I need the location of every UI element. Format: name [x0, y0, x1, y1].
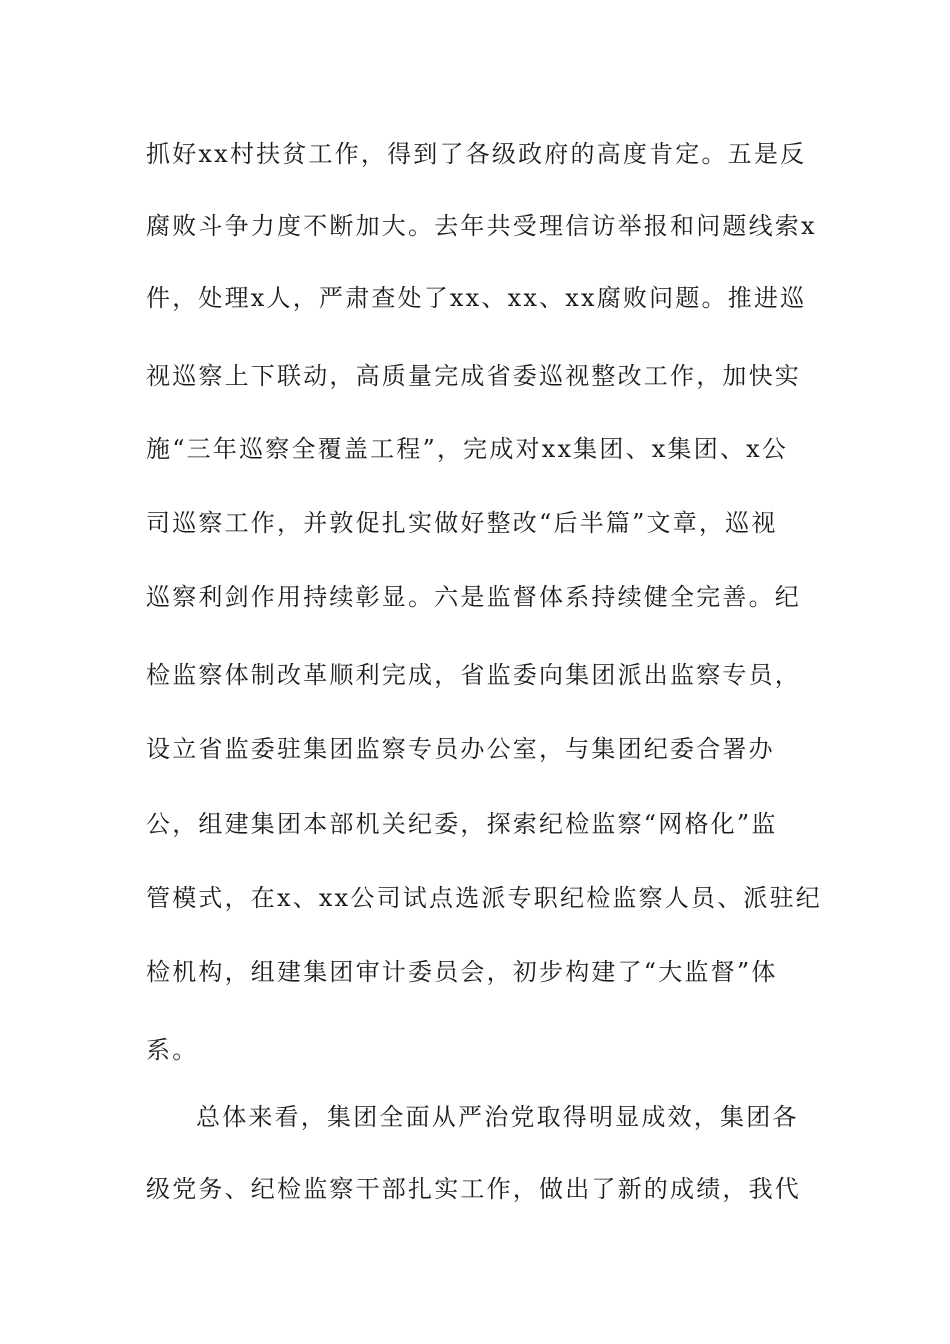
paragraph-first-line: 总体来看，集团全面从严治党取得明显成效，集团各 [196, 1103, 799, 1131]
text-line: 管模式，在x、xx公司试点选派专职纪检监察人员、派驻纪 [146, 884, 823, 912]
text-line: 司巡察工作，并敦促扎实做好整改“后半篇”文章，巡视 [146, 509, 778, 537]
text-line: 施“三年巡察全覆盖工程”，完成对xx集团、x集团、x公 [146, 435, 789, 463]
text-line: 公，组建集团本部机关纪委，探索纪检监察“网格化”监 [146, 810, 778, 838]
text-line: 腐败斗争力度不断加大。去年共受理信访举报和问题线索x [146, 212, 817, 240]
text-line: 抓好xx村扶贫工作，得到了各级政府的高度肯定。五是反 [146, 140, 807, 168]
text-line: 巡察利剑作用持续彰显。六是监督体系持续健全完善。纪 [146, 583, 801, 611]
text-line: 系。 [146, 1036, 199, 1064]
text-line: 检监察体制改革顺利完成，省监委向集团派出监察专员， [146, 661, 801, 689]
text-line: 件，处理x人，严肃查处了xx、xx、xx腐败问题。推进巡 [146, 284, 807, 312]
text-line: 设立省监委驻集团监察专员办公室，与集团纪委合署办 [146, 735, 775, 763]
text-line: 视巡察上下联动，高质量完成省委巡视整改工作，加快实 [146, 362, 801, 390]
text-line: 检机构，组建集团审计委员会，初步构建了“大监督”体 [146, 958, 778, 986]
text-line: 级党务、纪检监察干部扎实工作，做出了新的成绩，我代 [146, 1175, 801, 1203]
